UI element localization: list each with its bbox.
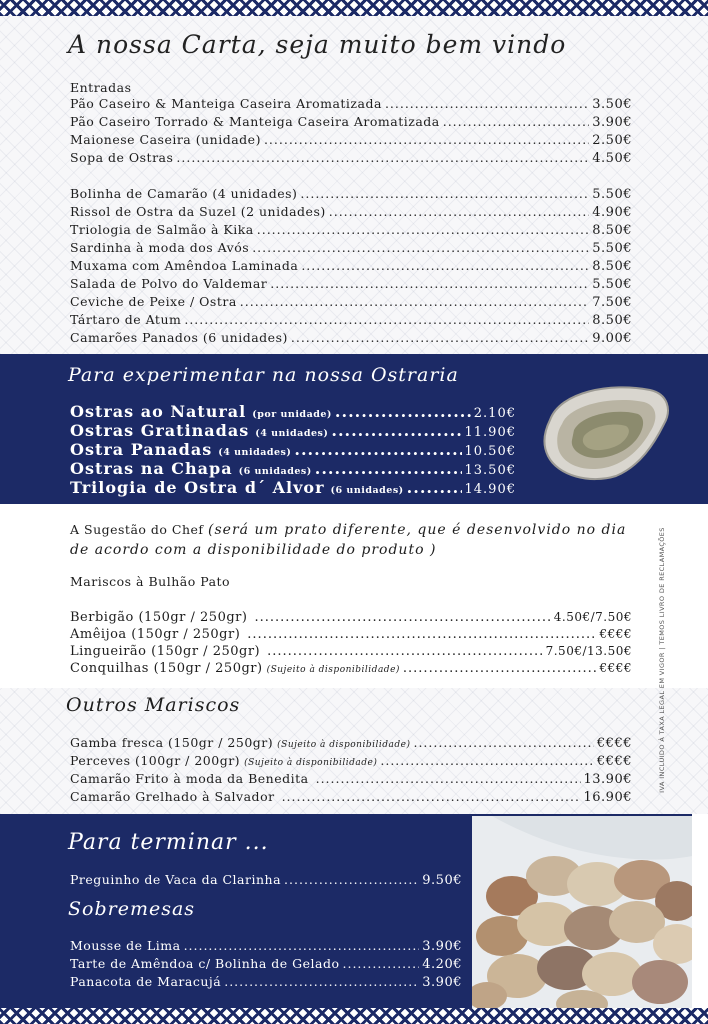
leader-dots: [184, 312, 589, 327]
menu-item-price: 13.90€: [583, 772, 632, 787]
menu-item-name: Tarte de Amêndoa c/ Bolinha de Gelado: [70, 956, 340, 971]
menu-item-name: Preguinho de Vaca da Clarinha: [70, 872, 282, 887]
menu-list-outros: [70, 735, 632, 807]
menu-item: [70, 132, 632, 150]
menu-item-price: 11.90€: [464, 425, 516, 440]
menu-item-price: 2.50€: [592, 133, 632, 148]
menu-item-name: Amêijoa (150gr / 250gr): [70, 627, 241, 642]
menu-item: [70, 294, 632, 312]
menu-item-price: 2.10€: [473, 406, 516, 421]
menu-item: [70, 96, 632, 114]
menu-item-price: 4.50€: [592, 151, 632, 166]
menu-item: [70, 735, 632, 753]
menu-item-price: 7.50€/13.50€: [545, 644, 632, 658]
menu-item: [70, 872, 462, 890]
menu-item-name: Bolinha de Camarão (4 unidades): [70, 186, 298, 201]
menu-item: [70, 204, 632, 222]
leader-dots: [184, 938, 420, 953]
menu-item-name: Berbigão (150gr / 250gr): [70, 610, 248, 625]
leader-dots: [284, 872, 419, 887]
menu-item-price: 10.50€: [464, 444, 516, 459]
menu-item: [70, 421, 516, 440]
menu-item-price: 4.50€/7.50€: [553, 610, 632, 624]
vat-notice: [652, 515, 672, 805]
leader-dots: [315, 459, 462, 478]
leader-dots: [380, 753, 594, 768]
section-label-entradas: Entradas: [70, 80, 132, 95]
menu-item-note: (6 unidades): [330, 485, 404, 496]
menu-item-price: 8.50€: [592, 259, 632, 274]
menu-list-terminar: [70, 872, 462, 890]
oyster-image: [540, 380, 672, 482]
menu-item: [70, 753, 632, 771]
leader-dots: [316, 771, 581, 786]
leader-dots: [300, 186, 589, 201]
menu-item: [70, 312, 632, 330]
menu-item: [70, 459, 516, 478]
menu-list-entradas: [70, 96, 632, 168]
menu-item-name: Camarão Grelhado à Salvador: [70, 789, 275, 804]
menu-item-price: 14.90€: [464, 482, 516, 497]
leader-dots: [240, 294, 590, 309]
section-label-mariscos: Mariscos à Bulhão Pato: [70, 574, 231, 589]
leader-dots: [264, 132, 589, 147]
menu-item-name: Trilogia de Ostra d´ Alvor: [70, 478, 325, 497]
menu-item-name: Mousse de Lima: [70, 938, 181, 953]
menu-item-price: 13.50€: [464, 463, 516, 478]
menu-item-price: 5.50€: [592, 277, 632, 292]
menu-item-price: 3.90€: [422, 939, 462, 954]
menu-item: [70, 789, 632, 807]
menu-item-name: Rissol de Ostra da Suzel (2 unidades): [70, 204, 326, 219]
leader-dots: [331, 421, 461, 440]
menu-item-name: Pão Caseiro Torrado & Manteiga Caseira Aromatizada: [70, 114, 440, 129]
menu-item-note: (4 unidades): [218, 447, 292, 458]
menu-item-name: Panacota de Maracujá: [70, 974, 222, 989]
leader-dots: [282, 789, 581, 804]
menu-list-petiscos: [70, 186, 632, 348]
menu-item: [70, 222, 632, 240]
menu-item-name: Camarão Frito à moda da Benedita: [70, 771, 309, 786]
menu-item-name: Ostras Gratinadas: [70, 421, 250, 440]
menu-item-price: €€€€: [596, 754, 632, 769]
menu-item-name: Ostras na Chapa: [70, 459, 233, 478]
menu-item-price: 16.90€: [583, 790, 632, 805]
menu-item-price: €€€€: [596, 736, 632, 751]
menu-item: [70, 956, 462, 974]
leader-dots: [385, 96, 589, 111]
menu-item-note: (por unidade): [252, 409, 332, 420]
menu-item-note: (Sujeito à disponibilidade): [244, 758, 378, 768]
menu-item-name: Gamba fresca (150gr / 250gr): [70, 735, 274, 750]
chef-label: A Sugestão do Chef: [70, 522, 204, 537]
menu-item-price: 3.90€: [592, 115, 632, 130]
leader-dots: [224, 974, 419, 989]
menu-item-price: 8.50€: [592, 223, 632, 238]
menu-item-price: 5.50€: [592, 241, 632, 256]
menu-item-note: (4 unidades): [255, 428, 329, 439]
menu-item-name: Muxama com Amêndoa Laminada: [70, 258, 299, 273]
menu-item-name: Camarões Panados (6 unidades): [70, 330, 288, 345]
menu-item-note: (Sujeito à disponibilidade): [277, 740, 411, 750]
menu-item-price: 9.50€: [422, 873, 462, 888]
menu-item-name: Conquilhas (150gr / 250gr): [70, 661, 263, 676]
leader-dots: [413, 735, 593, 750]
clams-image: [472, 816, 692, 1008]
leader-dots: [247, 627, 596, 642]
menu-item: [70, 440, 516, 459]
menu-item: [70, 661, 632, 678]
menu-item: [70, 330, 632, 348]
chef-suggestion: [70, 520, 640, 560]
leader-dots: [335, 402, 471, 421]
menu-item-name: Ceviche de Peixe / Ostra: [70, 294, 237, 309]
menu-item: [70, 771, 632, 789]
menu-item: [70, 402, 516, 421]
menu-item-name: Triologia de Salmão à Kika: [70, 222, 254, 237]
menu-item: [70, 114, 632, 132]
leader-dots: [343, 956, 420, 971]
menu-item-name: Perceves (100gr / 200gr): [70, 753, 241, 768]
menu-item-note: (Sujeito à disponibilidade): [266, 665, 400, 675]
menu-item-price: 8.50€: [592, 313, 632, 328]
terminar-title: Para terminar ...: [68, 830, 269, 855]
menu-item-name: Pão Caseiro & Manteiga Caseira Aromatizada: [70, 96, 382, 111]
menu-item-name: Maionese Caseira (unidade): [70, 132, 261, 147]
menu-item: [70, 644, 632, 661]
menu-item: [70, 258, 632, 276]
menu-item: [70, 276, 632, 294]
bottom-border-pattern: [0, 1008, 708, 1024]
leader-dots: [329, 204, 590, 219]
menu-item: [70, 240, 632, 258]
leader-dots: [267, 644, 542, 659]
leader-dots: [176, 150, 589, 165]
menu-item: [70, 974, 462, 992]
menu-item-note: (6 unidades): [238, 466, 312, 477]
ostraria-title: Para experimentar na nossa Ostraria: [68, 364, 459, 386]
menu-list-sobremesas: [70, 938, 462, 992]
menu-item-name: Sopa de Ostras: [70, 150, 174, 165]
leader-dots: [254, 610, 550, 625]
menu-item: [70, 150, 632, 168]
menu-item-name: Sardinha à moda dos Avós: [70, 240, 250, 255]
menu-item-price: 3.50€: [592, 97, 632, 112]
menu-item: [70, 478, 516, 497]
leader-dots: [252, 240, 589, 255]
menu-item: [70, 186, 632, 204]
outros-title: Outros Mariscos: [66, 694, 241, 716]
menu-item-price: 4.20€: [422, 957, 462, 972]
menu-list-mariscos: [70, 610, 632, 678]
leader-dots: [443, 114, 590, 129]
vat-notice-text: IVA INCLUIDO À TAXA LEGAL EM VIGOR | TEMOS LIVRO DE RECLAMAÇÕES: [658, 527, 666, 793]
menu-item-name: Salada de Polvo do Valdemar: [70, 276, 268, 291]
sobremesas-title: Sobremesas: [68, 898, 196, 920]
top-border-pattern: [0, 0, 708, 16]
menu-item: [70, 938, 462, 956]
leader-dots: [294, 440, 461, 459]
menu-list-ostraria: [70, 402, 516, 497]
menu-item-price: €€€€: [599, 627, 632, 641]
menu-item-price: 4.90€: [592, 205, 632, 220]
leader-dots: [270, 276, 589, 291]
leader-dots: [403, 661, 597, 676]
leader-dots: [257, 222, 590, 237]
menu-item: [70, 610, 632, 627]
menu-item-name: Lingueirão (150gr / 250gr): [70, 644, 261, 659]
menu-item-name: Ostras ao Natural: [70, 402, 247, 421]
menu-item: [70, 627, 632, 644]
chef-description: (será um prato diferente, que é desenvolvido no dia de acordo com a disponibilidade do produto ): [70, 522, 627, 558]
menu-item-price: 5.50€: [592, 187, 632, 202]
leader-dots: [407, 478, 462, 497]
menu-item-price: 9.00€: [592, 331, 632, 346]
menu-item-name: Tártaro de Atum: [70, 312, 182, 327]
menu-item-price: €€€€: [599, 661, 632, 675]
page-title: A nossa Carta, seja muito bem vindo: [68, 30, 567, 59]
menu-item-name: Ostra Panadas: [70, 440, 213, 459]
menu-item-price: 3.90€: [422, 975, 462, 990]
menu-item-price: 7.50€: [592, 295, 632, 310]
leader-dots: [291, 330, 589, 345]
leader-dots: [301, 258, 589, 273]
